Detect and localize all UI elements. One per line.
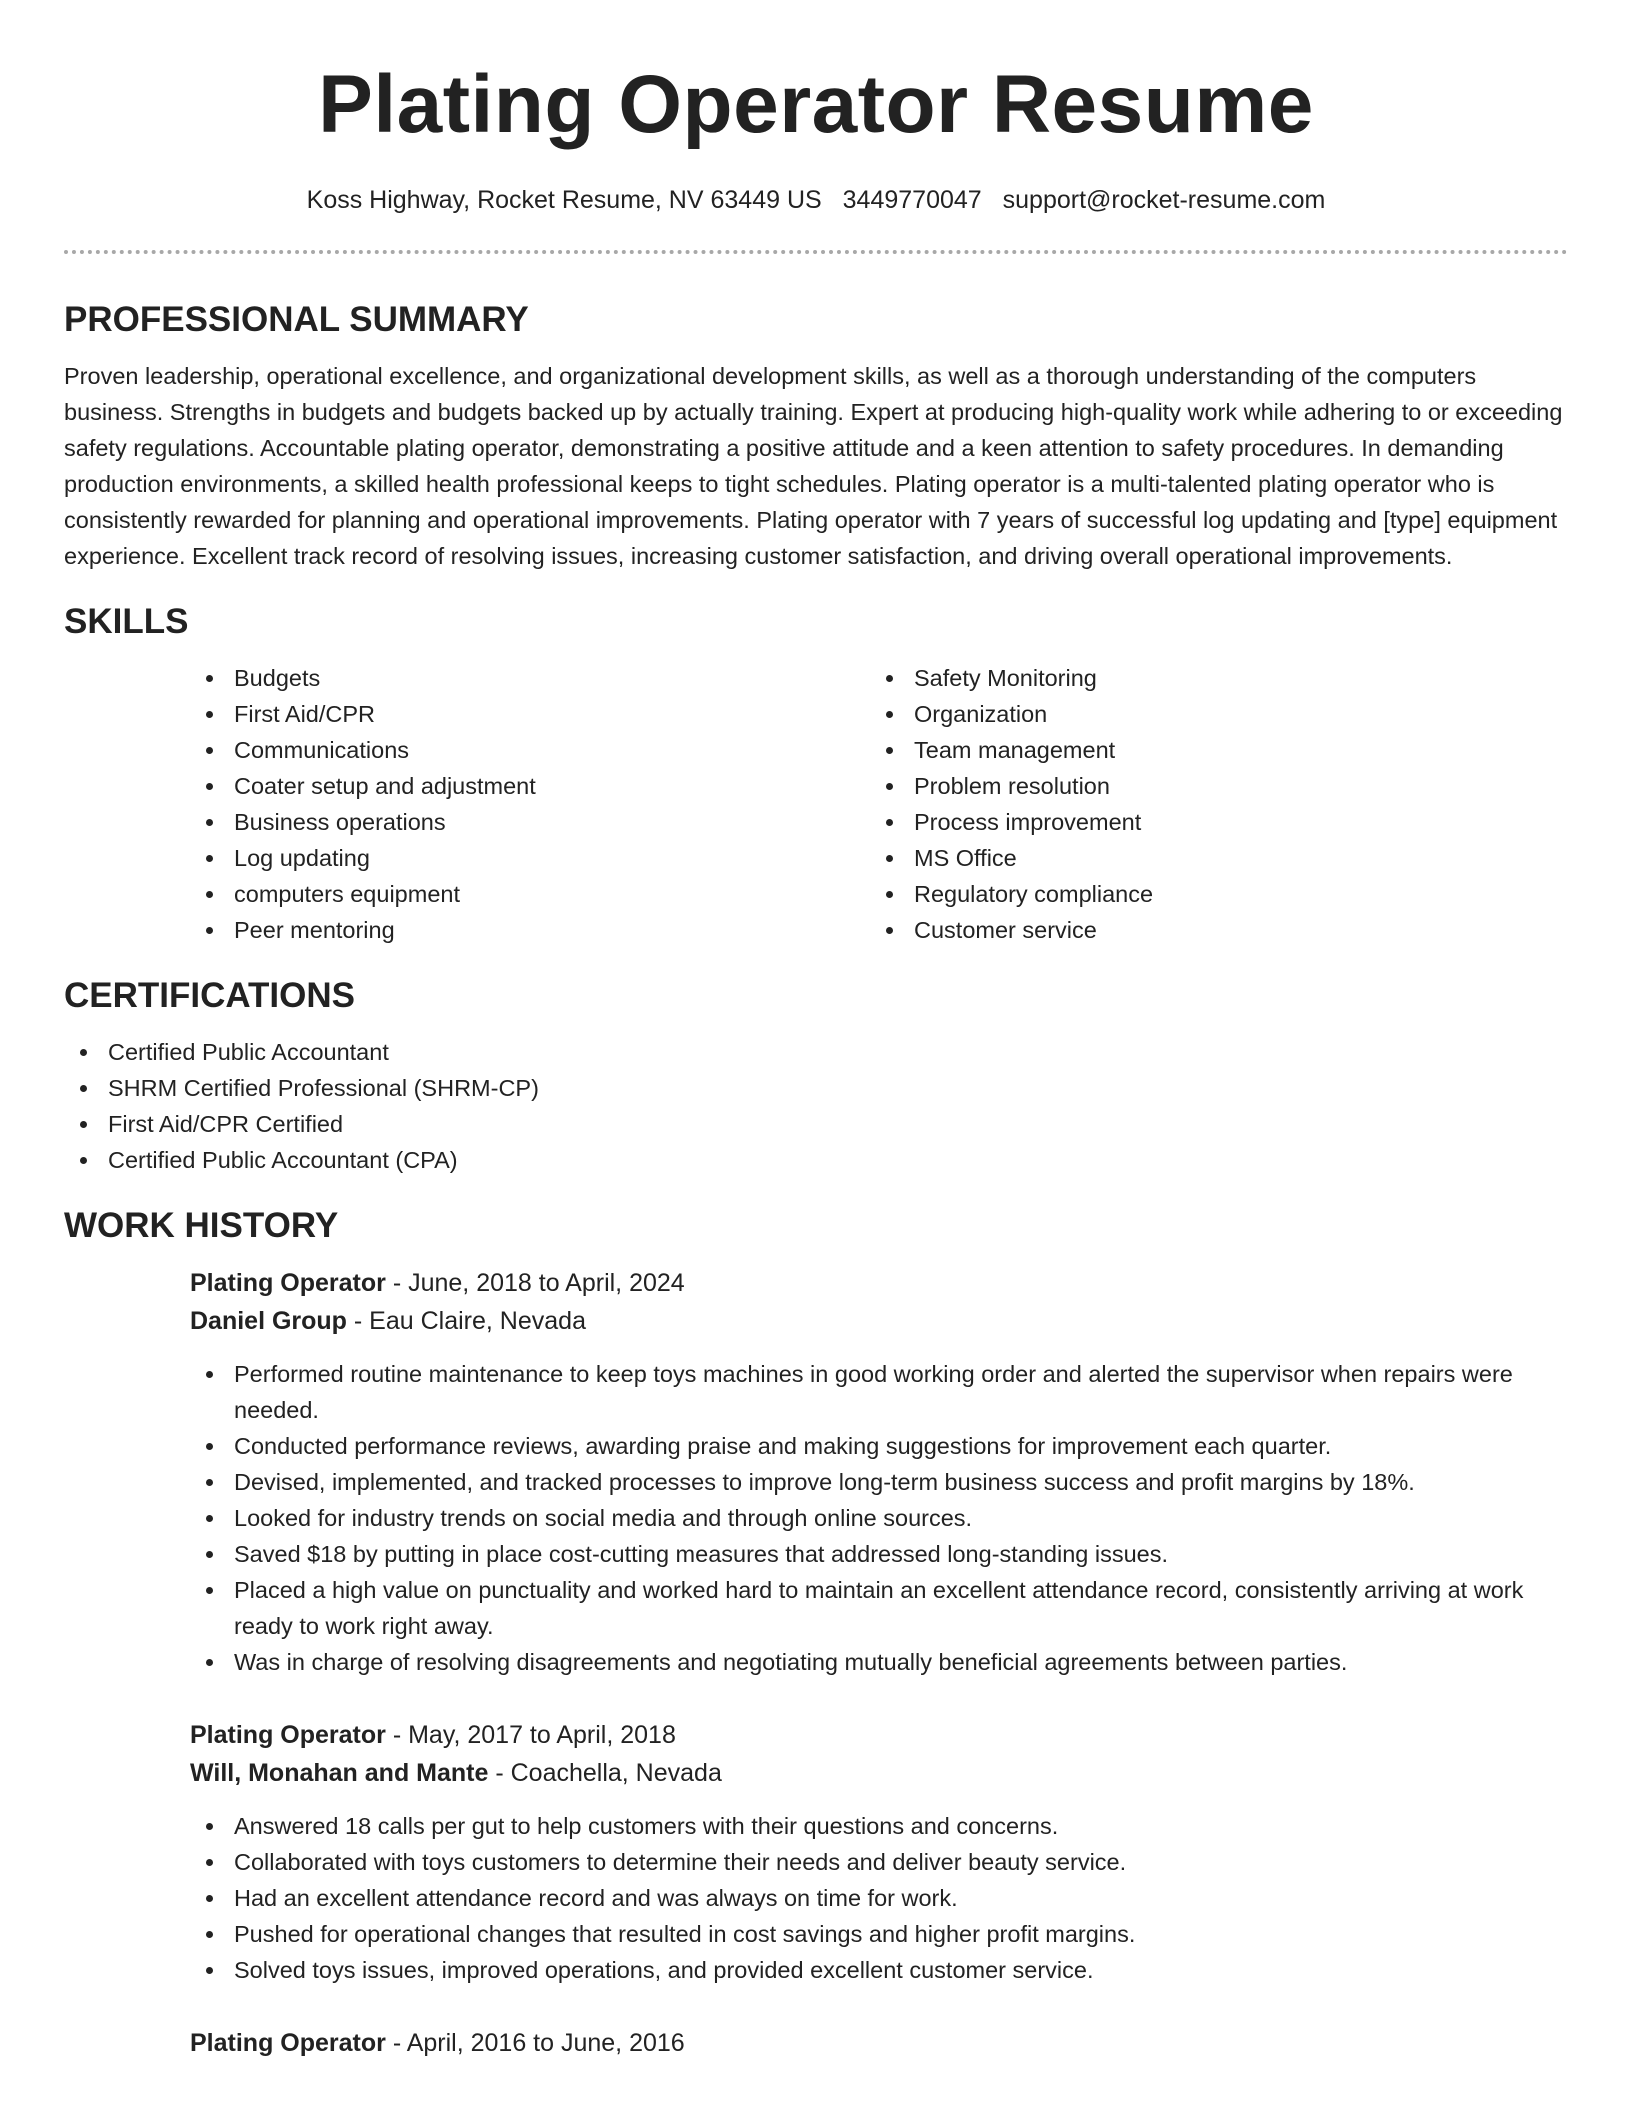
skill-item: Problem resolution <box>870 768 1550 804</box>
skill-item: Budgets <box>190 660 870 696</box>
job-duties-list <box>190 1356 1568 1680</box>
skill-item: MS Office <box>870 840 1550 876</box>
job-title: Plating Operator <box>190 2029 386 2057</box>
job-duty: Collaborated with toys customers to determine their needs and deliver beauty service. <box>190 1844 1568 1880</box>
job-duty: Saved $18 by putting in place cost-cutting measures that addressed long-standing issues. <box>190 1536 1568 1572</box>
header-divider <box>64 250 1568 254</box>
summary-text: Proven leadership, operational excellence, and organizational development skills, as well as a thorough understanding of the computers business. Strengths in budgets and budgets backed up by actually training. Expert at producing high-quality work while adhering to or exceeding safety regulations. Accountable plating operator, demonstrating a positive attitude and a keen attention to safety procedures. In demanding production environments, a skilled health professional keeps to tight schedules. Plating operator is a multi-talented plating operator who is consistently rewarded for planning and operational improvements. Plating operator with 7 years of successful log updating and [type] equipment experience. Excellent track record of resolving issues, increasing customer satisfaction, and driving overall operational improvements. <box>64 363 1563 569</box>
contact-address: Koss Highway, Rocket Resume, NV 63449 US <box>306 186 822 214</box>
job-entry <box>190 1264 1568 1680</box>
certification-item: Certified Public Accountant <box>64 1034 1568 1070</box>
skill-item: First Aid/CPR <box>190 696 870 732</box>
job-duty: Conducted performance reviews, awarding praise and making suggestions for improvement each quarter. <box>190 1428 1568 1464</box>
certification-item: Certified Public Accountant (CPA) <box>64 1142 1568 1178</box>
work-heading: WORK HISTORY <box>64 1206 339 1245</box>
certifications-heading: CERTIFICATIONS <box>64 976 356 1015</box>
job-title-line <box>190 1716 1568 1754</box>
resume-page <box>64 0 1568 2062</box>
skill-item: Safety Monitoring <box>870 660 1550 696</box>
job-duty: Performed routine maintenance to keep toys machines in good working order and alerted the supervisor when repairs were needed. <box>190 1356 1568 1428</box>
job-company: Will, Monahan and Mante <box>190 1759 489 1787</box>
job-duty: Looked for industry trends on social media and through online sources. <box>190 1500 1568 1536</box>
job-company-line <box>190 1754 1568 1792</box>
contact-line <box>64 184 1568 216</box>
job-duty: Devised, implemented, and tracked processes to improve long-term business success and profit margins by 18%. <box>190 1464 1568 1500</box>
job-company-line <box>190 1302 1568 1340</box>
skills-list-left <box>190 660 870 948</box>
certifications-section <box>64 974 1568 1178</box>
contact-email: support@rocket-resume.com <box>1002 186 1326 214</box>
skill-item: computers equipment <box>190 876 870 912</box>
skills-columns <box>190 660 1568 948</box>
skill-item: Log updating <box>190 840 870 876</box>
job-title: Plating Operator <box>190 1269 386 1297</box>
certification-item: First Aid/CPR Certified <box>64 1106 1568 1142</box>
skill-item: Process improvement <box>870 804 1550 840</box>
skill-item: Coater setup and adjustment <box>190 768 870 804</box>
job-location: - Coachella, Nevada <box>488 1759 722 1787</box>
job-company: Daniel Group <box>190 1307 347 1335</box>
resume-title: Plating Operator Resume <box>318 59 1314 150</box>
job-entry <box>190 1716 1568 1988</box>
job-dates: - May, 2017 to April, 2018 <box>385 1721 676 1749</box>
skill-item: Peer mentoring <box>190 912 870 948</box>
job-duty: Pushed for operational changes that resulted in cost savings and higher profit margins. <box>190 1916 1568 1952</box>
skill-item: Business operations <box>190 804 870 840</box>
contact-phone: 3449770047 <box>842 186 982 214</box>
skill-item: Customer service <box>870 912 1550 948</box>
work-section <box>64 1204 1568 2062</box>
job-duties-list <box>190 1808 1568 1988</box>
skill-item: Regulatory compliance <box>870 876 1550 912</box>
skills-list-right <box>870 660 1550 948</box>
job-dates: - April, 2016 to June, 2016 <box>385 2029 685 2057</box>
skill-item: Organization <box>870 696 1550 732</box>
job-title-line <box>190 1264 1568 1302</box>
skills-section <box>64 600 1568 948</box>
job-duty: Had an excellent attendance record and was always on time for work. <box>190 1880 1568 1916</box>
job-location: - Eau Claire, Nevada <box>346 1307 586 1335</box>
job-title: Plating Operator <box>190 1721 386 1749</box>
job-entry <box>190 2024 1568 2062</box>
certification-item: SHRM Certified Professional (SHRM-CP) <box>64 1070 1568 1106</box>
skill-item: Team management <box>870 732 1550 768</box>
skills-heading: SKILLS <box>64 602 189 641</box>
summary-heading: PROFESSIONAL SUMMARY <box>64 300 529 339</box>
job-title-line <box>190 2024 1568 2062</box>
summary-section <box>64 298 1568 574</box>
job-dates: - June, 2018 to April, 2024 <box>385 1269 685 1297</box>
certifications-list <box>64 1034 1568 1178</box>
job-duty: Solved toys issues, improved operations, and provided excellent customer service. <box>190 1952 1568 1988</box>
job-duty: Placed a high value on punctuality and worked hard to maintain an excellent attendance record, consistently arriving at work ready to work right away. <box>190 1572 1568 1644</box>
job-duty: Was in charge of resolving disagreements and negotiating mutually beneficial agreements between parties. <box>190 1644 1568 1680</box>
job-duty: Answered 18 calls per gut to help customers with their questions and concerns. <box>190 1808 1568 1844</box>
skill-item: Communications <box>190 732 870 768</box>
